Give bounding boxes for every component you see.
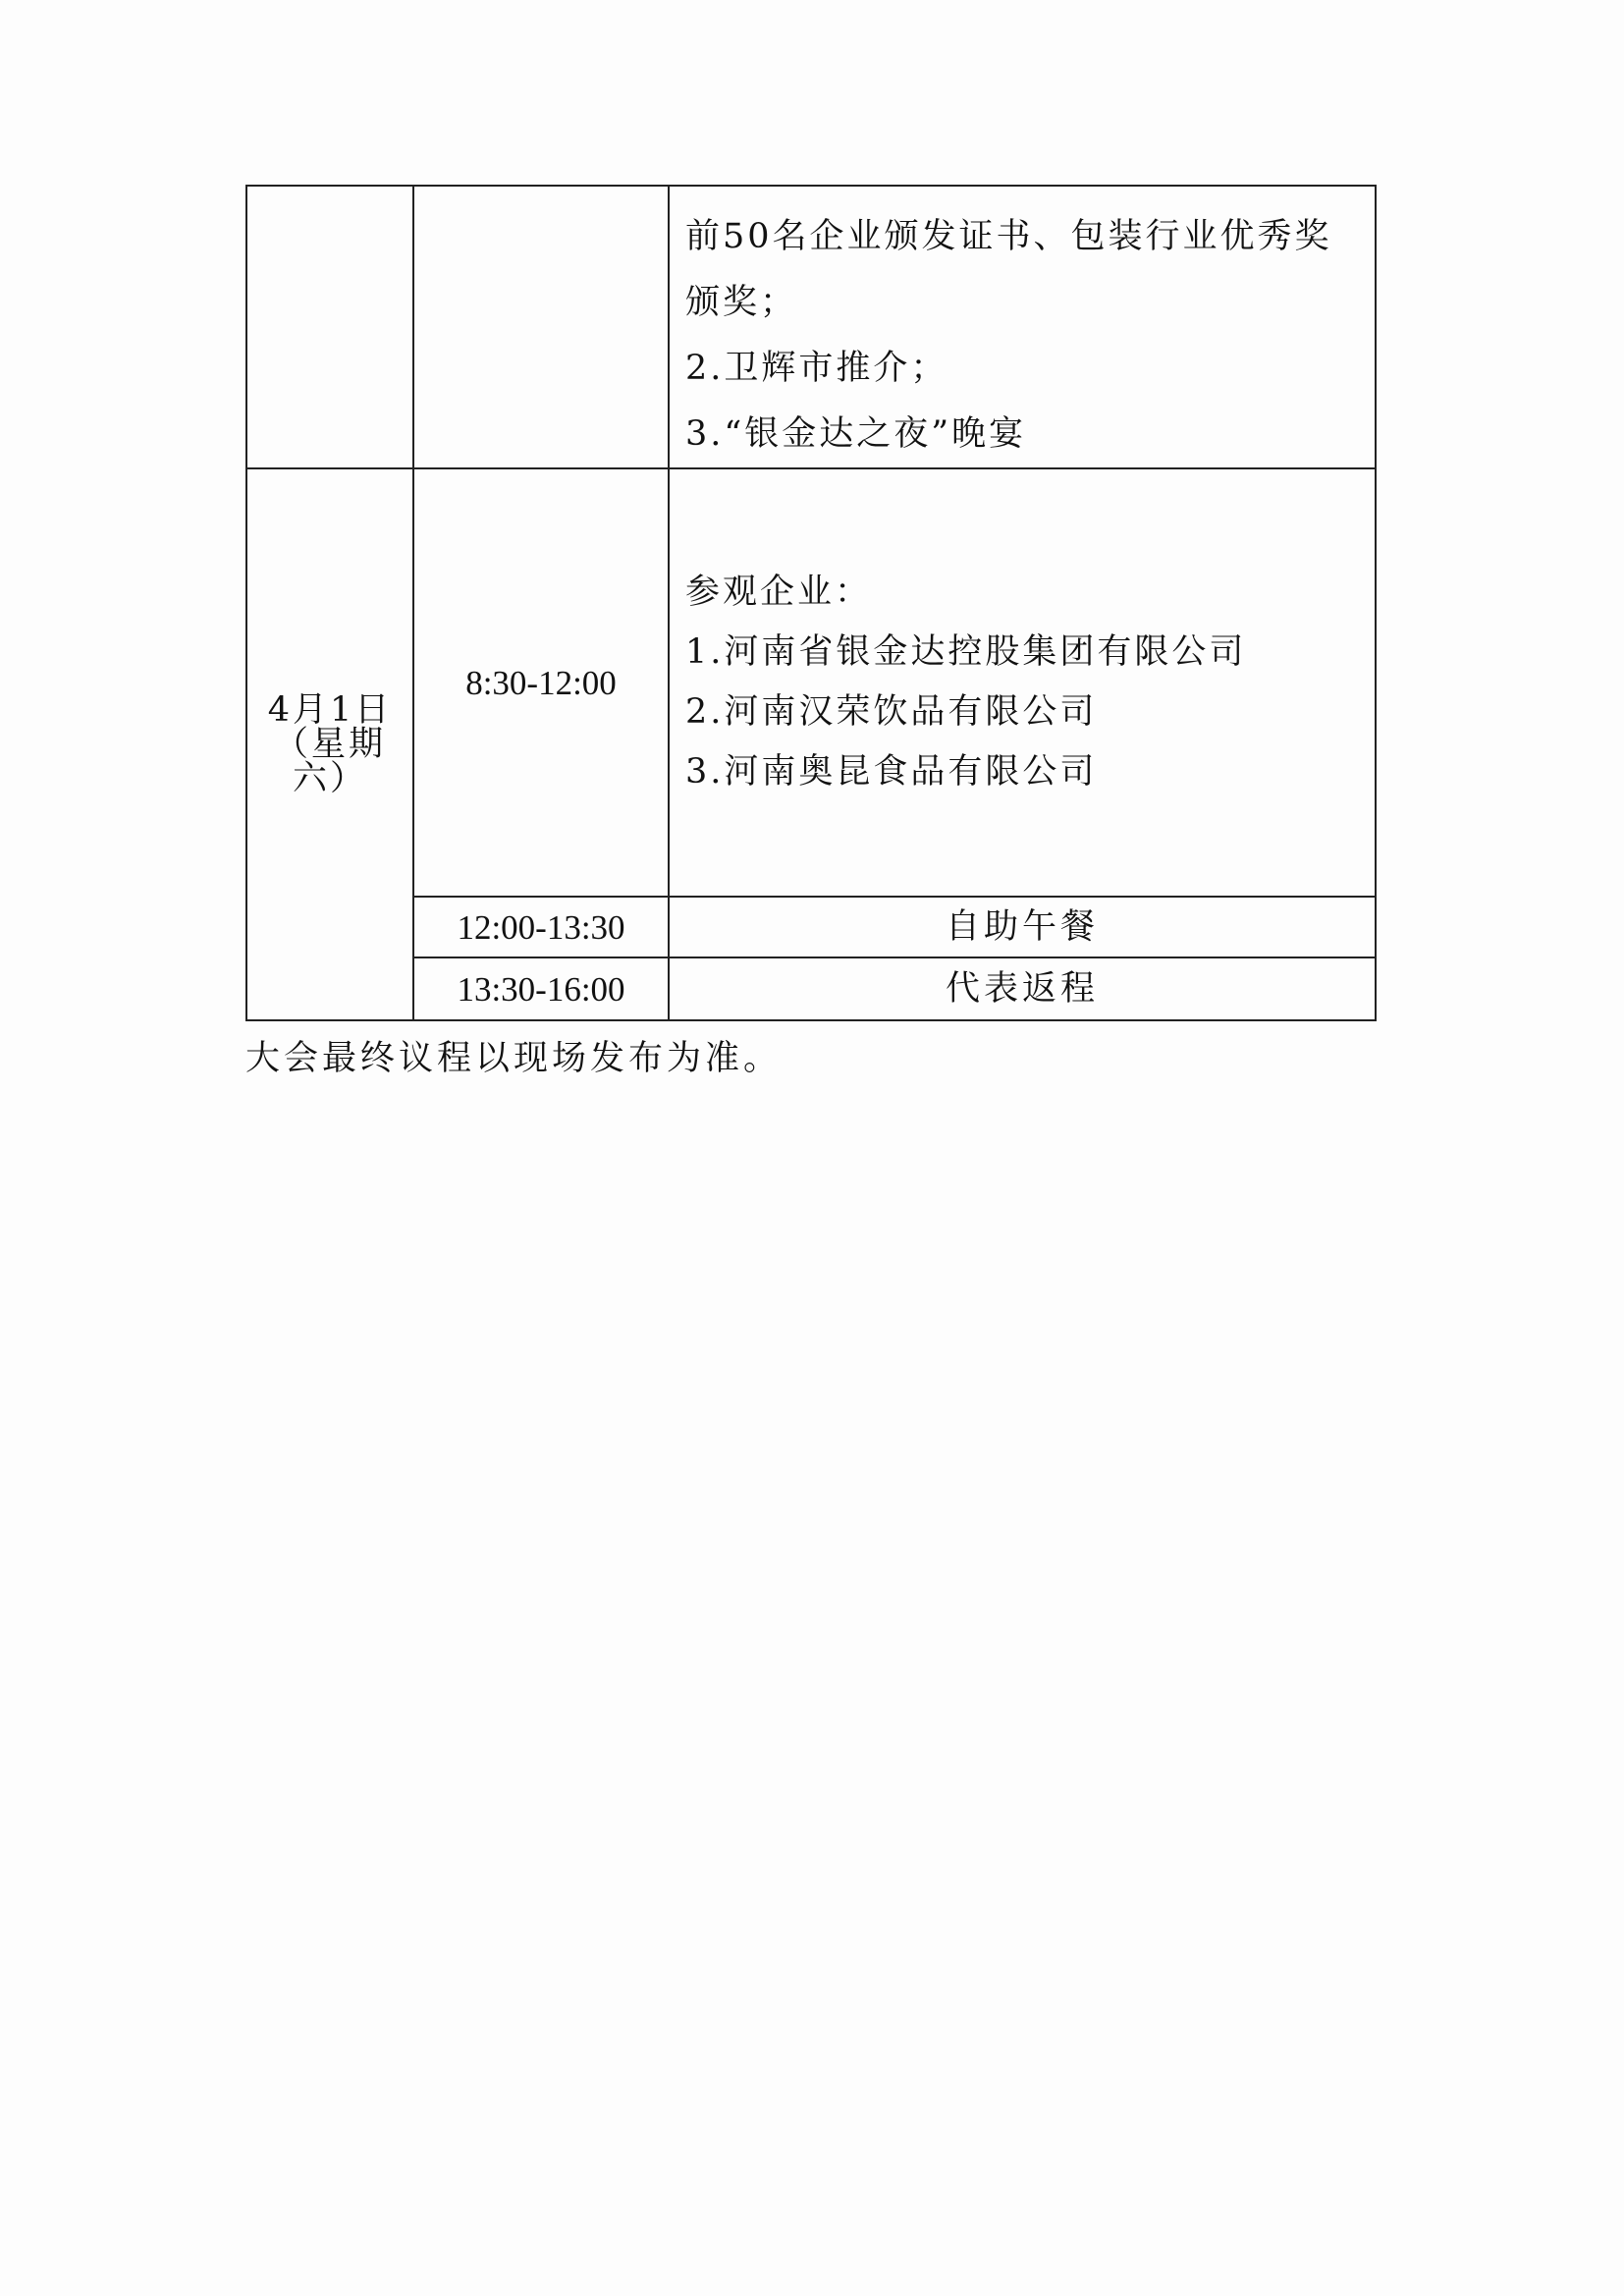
agenda-table xyxy=(245,185,1377,1021)
date-line: （星期 xyxy=(273,724,386,764)
table-row xyxy=(246,468,1376,897)
content-line: 2.河南汉荣饮品有限公司 xyxy=(685,692,1098,732)
content-cell xyxy=(669,186,1376,468)
content-cell xyxy=(669,468,1376,897)
time-cell: 13:30-16:00 xyxy=(413,957,669,1020)
footer-note: 大会最终议程以现场发布为准。 xyxy=(245,1039,783,1078)
date-cell-empty xyxy=(246,186,413,468)
content-line: 2.卫辉市推介； xyxy=(685,349,948,388)
date-cell xyxy=(246,468,413,1020)
time-cell: 12:00-13:30 xyxy=(413,897,669,957)
content-line: 参观企业： xyxy=(685,573,873,612)
content-line: 3.“银金达之夜”晚宴 xyxy=(685,414,1027,454)
table-row xyxy=(246,957,1376,1020)
activity-cell: 代表返程 xyxy=(669,957,1376,1020)
activity-cell: 自助午餐 xyxy=(669,897,1376,957)
table-row xyxy=(246,897,1376,957)
content-line: 颁奖； xyxy=(685,283,798,322)
time-cell: 8:30-12:00 xyxy=(413,468,669,897)
content-line: 3.河南奥昆食品有限公司 xyxy=(685,752,1098,792)
content-line: 1.河南省银金达控股集团有限公司 xyxy=(685,632,1247,672)
date-line: 4月1日 xyxy=(267,689,393,730)
content-line: 前50名企业颁发证书、包装行业优秀奖 xyxy=(685,217,1332,256)
time-cell-empty xyxy=(413,186,669,468)
table-row xyxy=(246,186,1376,468)
date-line: 六） xyxy=(292,758,367,798)
